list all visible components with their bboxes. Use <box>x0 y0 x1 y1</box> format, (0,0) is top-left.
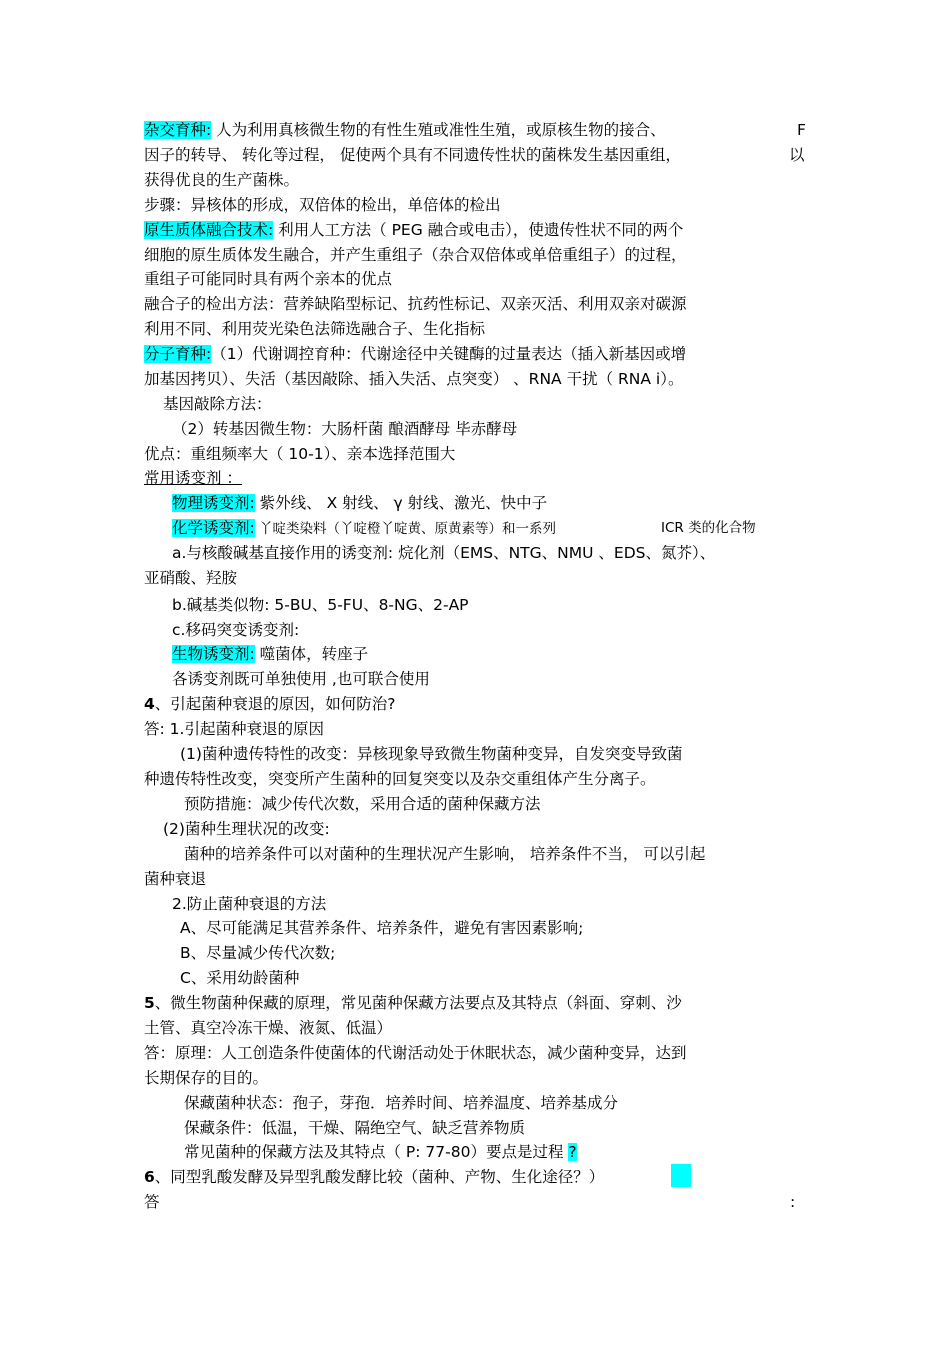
term-chemical-mutagen: 化学诱变剂: <box>172 519 255 537</box>
text-line: 菌种衰退 <box>144 870 207 888</box>
text-line: A、尽可能满足其营养条件、培养条件，避免有害因素影响; <box>180 919 584 937</box>
heading-mutagens: 常用诱变剂 ： <box>144 469 242 487</box>
question-6: 6、同型乳酸发酵及异型乳酸发酵比较（菌种、产物、生化途径？） <box>144 1168 605 1186</box>
highlight-mark: ? <box>568 1143 577 1161</box>
text-line: 常见菌种的保藏方法及其特点（ P: 77-80）要点是过程 ? <box>184 1143 577 1161</box>
text-line: 种遗传特性改变，突变所产生菌种的回复突变以及杂交重组体产生分离子。 <box>144 770 656 788</box>
text-line: 保藏菌种状态：孢子，芽孢．培养时间、培养温度、培养基成分 <box>184 1094 619 1112</box>
text-line: (2)菌种生理状况的改变: <box>163 820 330 838</box>
text-line: 重组子可能同时具有两个亲本的优点 <box>144 270 393 288</box>
line-biological-mutagen: 生物诱变剂: 噬菌体，转座子 <box>172 645 369 663</box>
text-line: （2）转基因微生物：大肠杆菌 酿酒酵母 毕赤酵母 <box>172 420 518 438</box>
line-chemical-mutagen: 化学诱变剂: 丫啶类染料（丫啶橙丫啶黄、原黄素等）和一系列 <box>172 519 557 537</box>
text-line: c.移码突变诱变剂: <box>172 621 300 639</box>
term-biological-mutagen: 生物诱变剂: <box>172 645 255 663</box>
text-line: 融合子的检出方法：营养缺陷型标记、抗药性标记、双亲灭活、利用双亲对碳源 <box>144 295 687 313</box>
text-line: 保藏条件：低温，干燥、隔绝空气、缺乏营养物质 <box>184 1119 526 1137</box>
text-line: 答: 1.引起菌种衰退的原因 <box>144 720 324 738</box>
line-physical-mutagen: 物理诱变剂: 紫外线、 X 射线、 γ 射线、激光、快中子 <box>172 494 548 512</box>
text-line: 长期保存的目的。 <box>144 1069 269 1087</box>
line-tail: : <box>790 1193 796 1211</box>
text-line: 答：原理：人工创造条件使菌体的代谢活动处于休眠状态，减少菌种变异，达到 <box>144 1044 687 1062</box>
text-line: 加基因拷贝）、失活（基因敲除、插入失活、点突变） 、RNA 干扰（ RNA i）。 <box>144 370 684 388</box>
text-line: 获得优良的生产菌株。 <box>144 171 300 189</box>
text-line: 2.防止菌种衰退的方法 <box>172 895 327 913</box>
highlight-block <box>671 1164 691 1187</box>
text-line: B、尽量减少传代次数; <box>180 944 336 962</box>
line-tail: ICR 类的化合物 <box>661 520 756 536</box>
term-protoplast-fusion: 原生质体融合技术: <box>144 221 274 239</box>
text-line: 步骤：异核体的形成，双倍体的检出，单倍体的检出 <box>144 196 501 214</box>
question-4: 4、引起菌种衰退的原因，如何防治? <box>144 695 396 713</box>
text-line: 土管、真空冷冻干燥、液氮、低温） <box>144 1019 393 1037</box>
line-molecular-breeding: 分子育种:（1）代谢调控育种：代谢途径中关键酶的过量表达（插入新基因或增 <box>144 345 687 363</box>
text-line: 各诱变剂既可单独使用 ,也可联合使用 <box>172 670 430 688</box>
text-line: 答 <box>144 1193 160 1211</box>
line-protoplast-fusion: 原生质体融合技术: 利用人工方法（ PEG 融合或电击），使遗传性状不同的两个 <box>144 221 684 239</box>
text-line: 优点：重组频率大（ 10-1）、亲本选择范围大 <box>144 445 456 463</box>
line-hybrid-breeding: 杂交育种: 人为利用真核微生物的有性生殖或准性生殖，或原核生物的接合、 <box>144 121 666 139</box>
term-physical-mutagen: 物理诱变剂: <box>172 494 255 512</box>
line-tail: 以 <box>789 146 805 164</box>
text-line: a.与核酸碱基直接作用的诱变剂: 烷化剂（EMS、NTG、NMU 、EDS、氮芥）、 <box>172 544 716 562</box>
text-line: 菌种的培养条件可以对菌种的生理状况产生影响， 培养条件不当， 可以引起 <box>184 845 706 863</box>
line-tail: F <box>797 121 806 139</box>
text-line: 细胞的原生质体发生融合，并产生重组子（杂合双倍体或单倍重组子）的过程， <box>144 246 687 264</box>
text-line: 利用不同、利用荧光染色法筛选融合子、生化指标 <box>144 320 486 338</box>
text-line: C、采用幼龄菌种 <box>180 969 300 987</box>
text-line: 亚硝酸、羟胺 <box>144 569 238 587</box>
text-line: (1)菌种遗传特性的改变：异核现象导致微生物菌种变异，自发突变导致菌 <box>180 745 683 763</box>
text-line: 因子的转导、 转化等过程， 促使两个具有不同遗传性状的菌株发生基因重组， <box>144 146 681 164</box>
text-line: b.碱基类似物: 5-BU、5-FU、8-NG、2-AP <box>172 596 469 614</box>
text-line: 预防措施：减少传代次数，采用合适的菌种保藏方法 <box>184 795 541 813</box>
question-5: 5、微生物菌种保藏的原理，常见菌种保藏方法要点及其特点（斜面、穿刺、沙 <box>144 994 682 1012</box>
term-hybrid-breeding: 杂交育种: <box>144 121 212 139</box>
term-molecular-breeding: 分子育种: <box>144 345 212 363</box>
text-line: 基因敲除方法： <box>163 395 272 413</box>
